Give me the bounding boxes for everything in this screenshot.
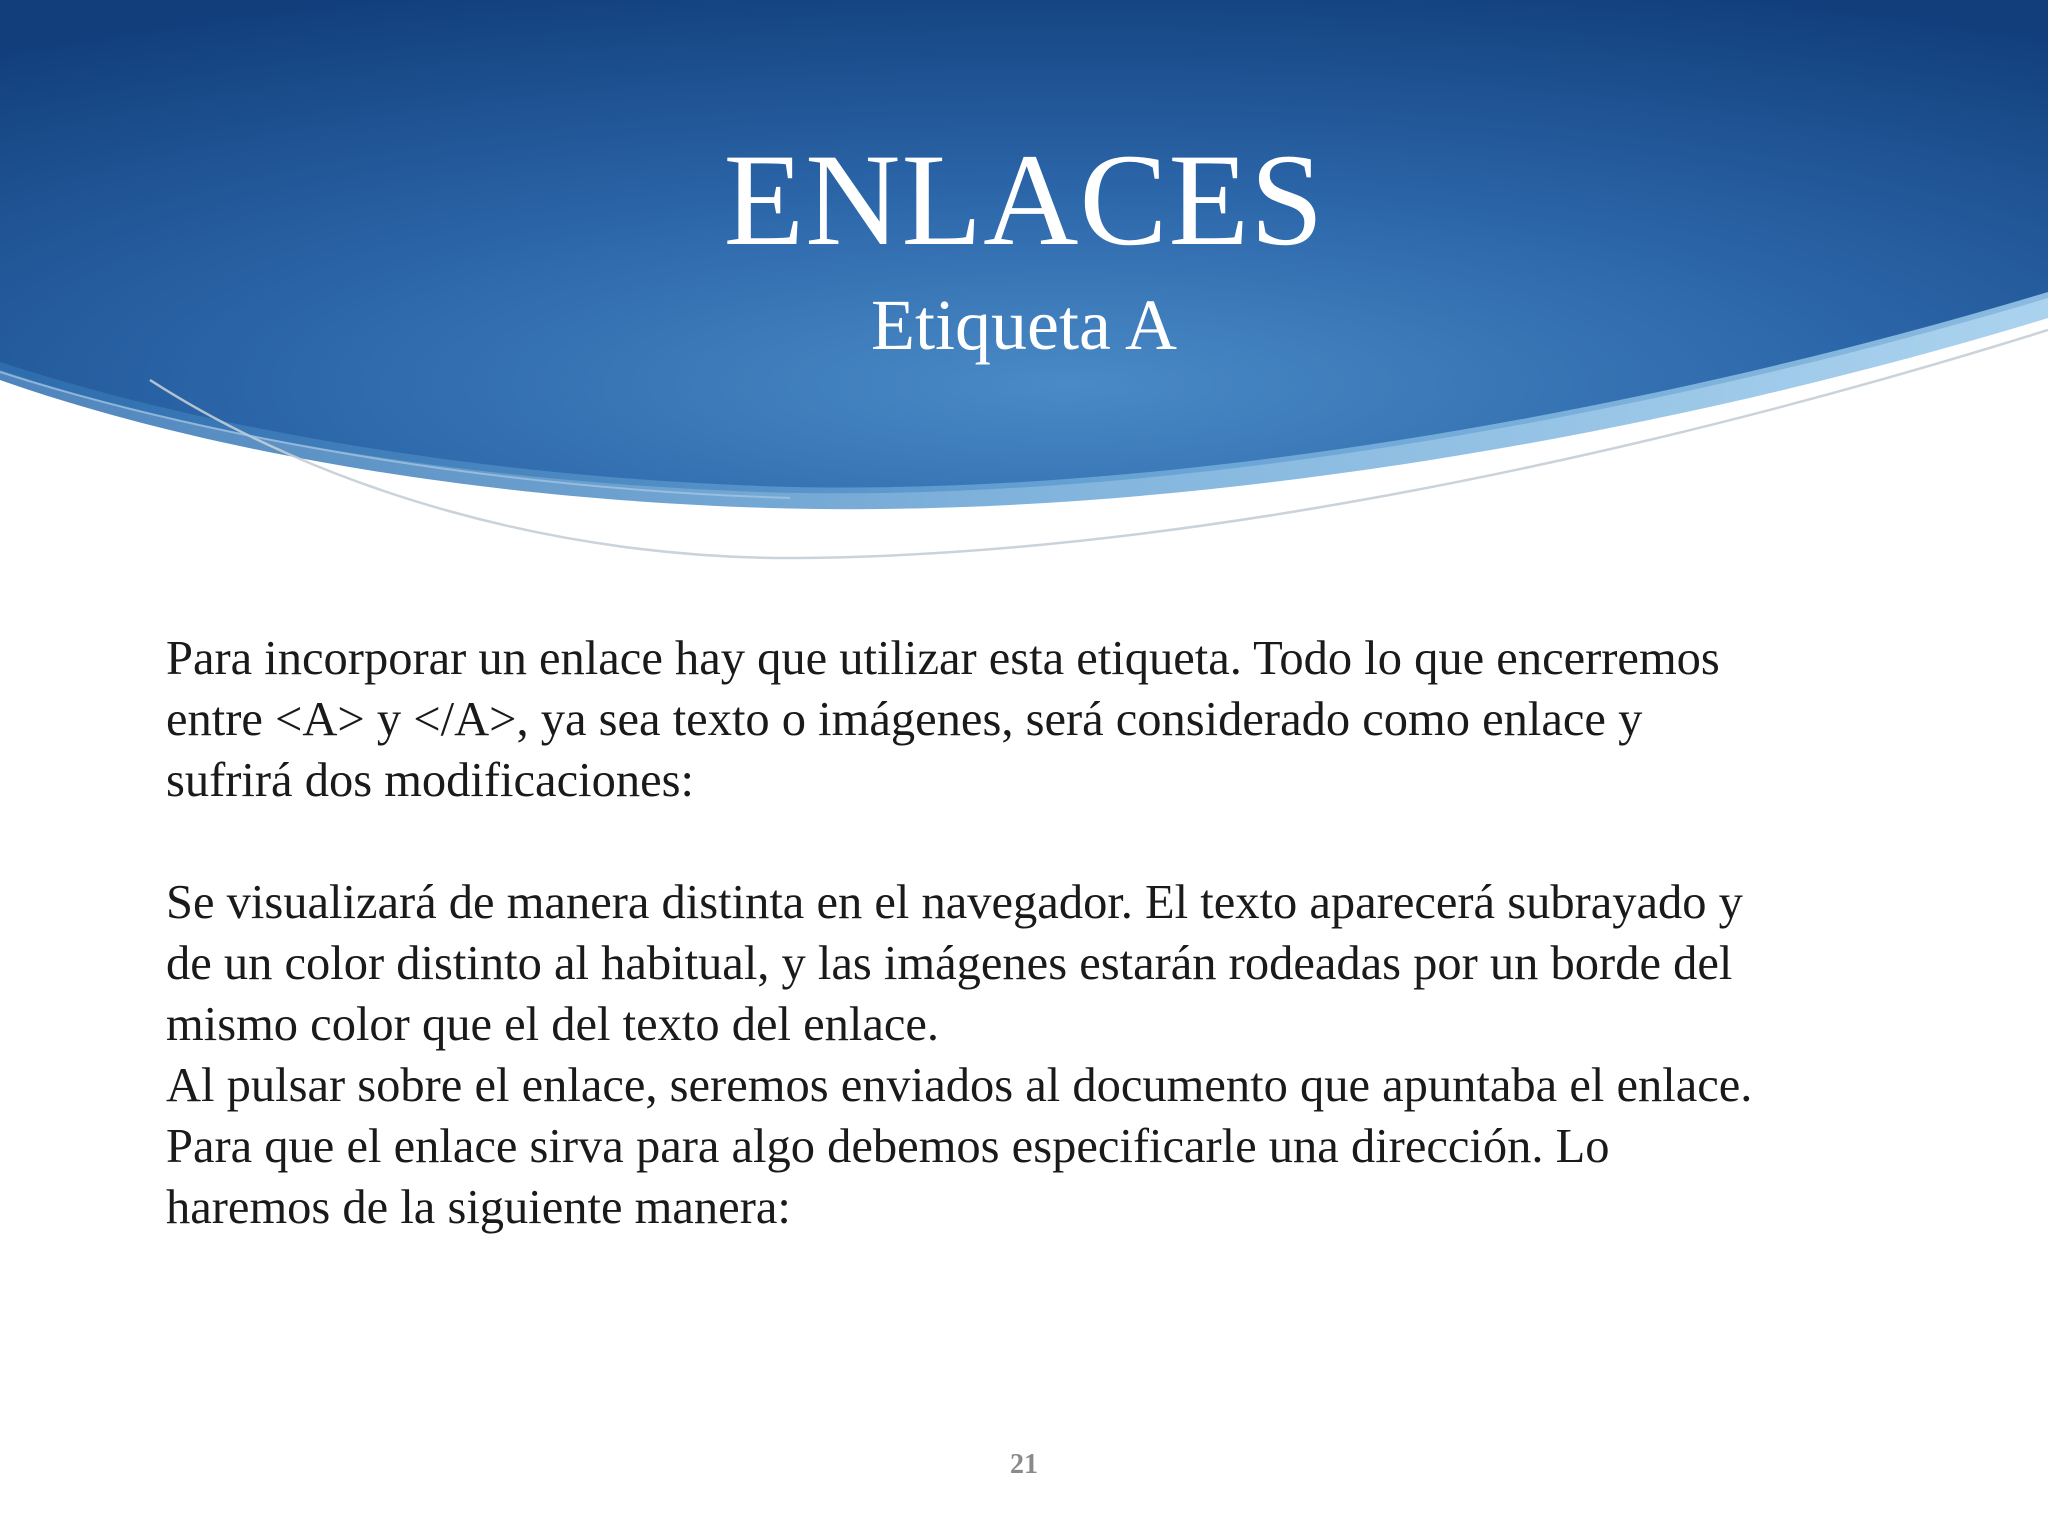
paragraph-address: Para que el enlace sirva para algo debemos especificarle una dirección. Lo haremos de la siguiente manera: (166, 1120, 1610, 1234)
paragraph-intro: Para incorporar un enlace hay que utilizar esta etiqueta. Todo lo que encerremos entre <A> y </A>, ya sea texto o imágenes, será considerado como enlace y sufrirá dos modificaciones: (166, 632, 1720, 807)
paragraph-spacer (166, 811, 1966, 872)
slide-title: ENLACES (723, 126, 1325, 273)
page-number: 21 (1010, 1449, 1038, 1480)
slide-subtitle: Etiqueta A (871, 285, 1177, 365)
paragraph-visual-change: Se visualizará de manera distinta en el navegador. El texto aparecerá subrayado y de un color distinto al habitual, y las imágenes estarán rodeadas por un borde del mismo color que el del texto del enlace. (166, 876, 1743, 1051)
paragraph-click-behavior: Al pulsar sobre el enlace, seremos enviados al documento que apuntaba el enlace. (166, 1059, 1753, 1112)
slide-body (166, 628, 1966, 1238)
